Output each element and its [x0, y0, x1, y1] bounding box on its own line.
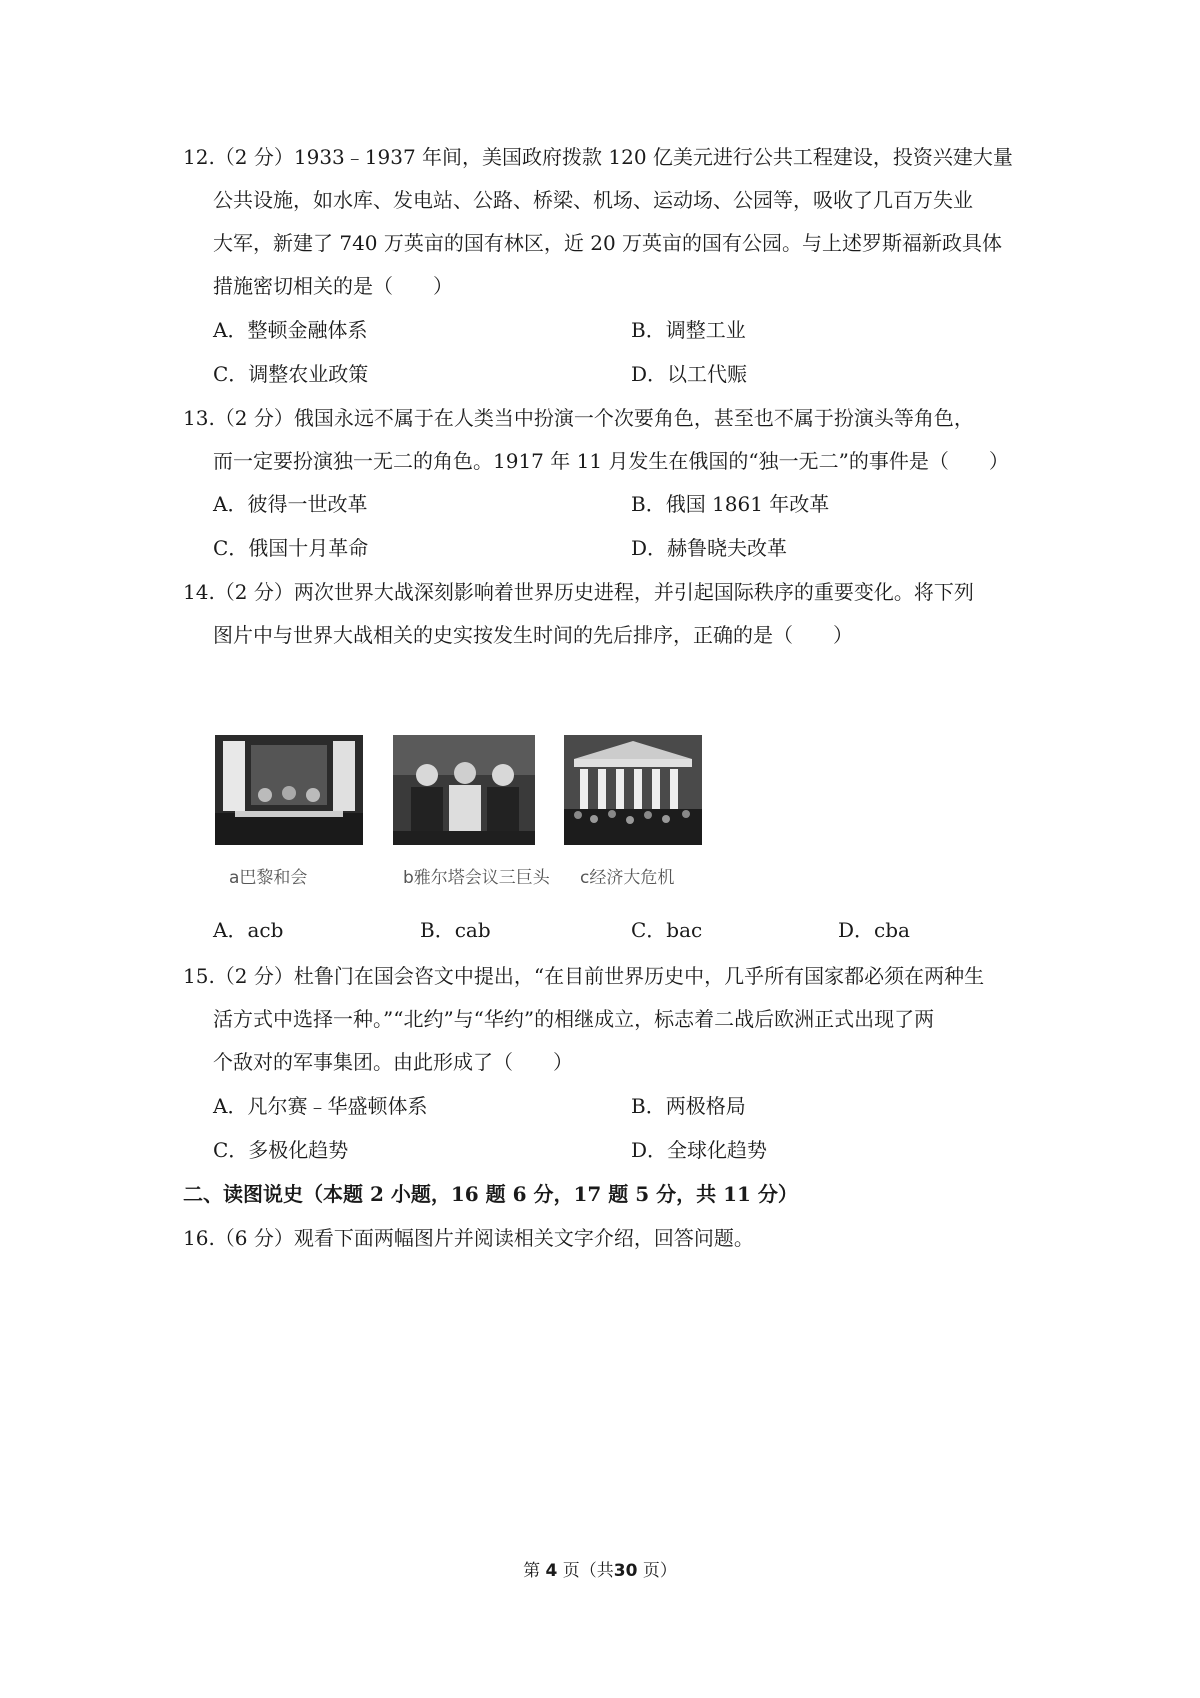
q14-option-a: A．acb: [213, 918, 284, 942]
q13-option-c: C．俄国十月革命: [213, 536, 369, 560]
page-footer: [0, 1559, 1200, 1583]
q12-line-4: 措施密切相关的是（ ）: [213, 274, 453, 298]
q14-option-b: B．cab: [420, 918, 491, 942]
q12-option-c: C．调整农业政策: [213, 362, 369, 386]
footer-page-number: 4: [545, 1561, 558, 1581]
q15-option-b: B．两极格局: [631, 1094, 746, 1118]
q14-option-d: D．cba: [838, 918, 910, 942]
q15-line-1: 15.（2 分）杜鲁门在国会咨文中提出，“在目前世界历史中，几乎所有国家都必须在两种生: [183, 964, 985, 988]
q12-line-3: 大军，新建了 740 万英亩的国有林区，近 20 万英亩的国有公园。与上述罗斯福新政具体: [213, 231, 1003, 255]
q15-option-a: A．凡尔赛﹣华盛顿体系: [213, 1094, 428, 1118]
q15-line-3: 个敌对的军事集团。由此形成了（ ）: [213, 1050, 573, 1074]
q12-option-b: B．调整工业: [631, 318, 746, 342]
q15-line-2: 活方式中选择一种。”“北约”与“华约”的相继成立，标志着二战后欧洲正式出现了两: [213, 1007, 935, 1031]
caption-a: a巴黎和会: [229, 868, 308, 888]
section-2-heading: 二、读图说史（本题 2 小题，16 题 6 分，17 题 5 分，共 11 分）: [183, 1182, 798, 1206]
q12-line-1: 12.（2 分）1933﹣1937 年间，美国政府拨款 120 亿美元进行公共工程建设，投资兴建大量: [183, 145, 1013, 169]
q13-option-d: D．赫鲁晓夫改革: [631, 536, 788, 560]
q16-line-1: 16.（6 分）观看下面两幅图片并阅读相关文字介绍，回答问题。: [183, 1226, 754, 1250]
q14-line-2: 图片中与世界大战相关的史实按发生时间的先后排序，正确的是（ ）: [213, 623, 853, 647]
caption-b: b雅尔塔会议三巨头: [403, 868, 550, 888]
q13-option-a: A．彼得一世改革: [213, 492, 368, 516]
q14-line-1: 14.（2 分）两次世界大战深刻影响着世界历史进程，并引起国际秩序的重要变化。将下列: [183, 580, 974, 604]
q13-line-1: 13.（2 分）俄国永远不属于在人类当中扮演一个次要角色，甚至也不属于扮演头等角色，: [183, 406, 974, 430]
footer-total-pages: 30: [613, 1561, 638, 1581]
q14-option-c: C．bac: [631, 918, 703, 942]
caption-c: c经济大危机: [580, 868, 675, 888]
q13-option-b: B．俄国 1861 年改革: [631, 492, 830, 516]
q12-option-d: D．以工代赈: [631, 362, 748, 386]
paris-peace-conference-photo: [215, 735, 363, 845]
q15-option-d: D．全球化趋势: [631, 1138, 768, 1162]
q12-line-2: 公共设施，如水库、发电站、公路、桥梁、机场、运动场、公园等，吸收了几百万失业: [213, 188, 973, 212]
q15-option-c: C．多极化趋势: [213, 1138, 349, 1162]
q12-option-a: A．整顿金融体系: [213, 318, 368, 342]
footer-prefix: 第: [523, 1561, 541, 1581]
great-depression-photo: [564, 735, 702, 845]
q13-line-2: 而一定要扮演独一无二的角色。1917 年 11 月发生在俄国的“独一无二”的事件是（ ）: [213, 449, 1009, 473]
yalta-conference-photo: [393, 735, 535, 845]
footer-suffix: 页）: [642, 1561, 677, 1581]
footer-middle: 页（共: [562, 1561, 614, 1581]
